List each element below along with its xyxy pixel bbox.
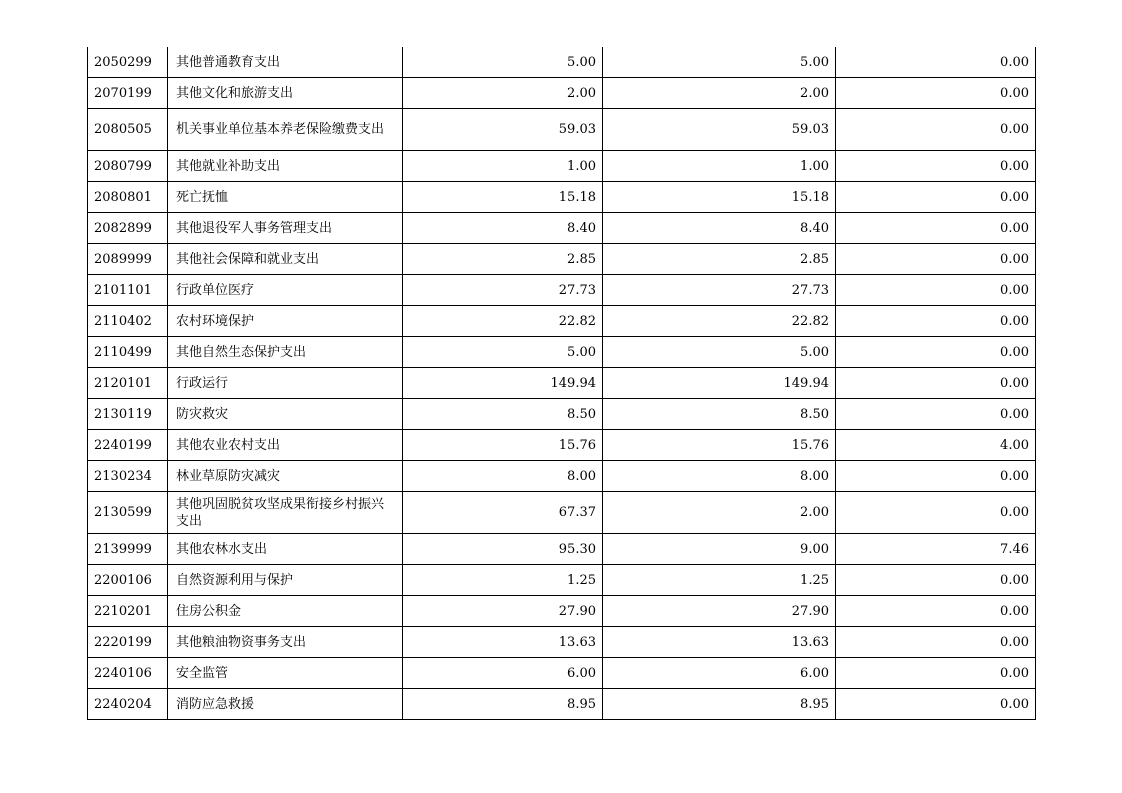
row-code: 2130234 [88, 461, 168, 492]
row-value-3: 0.00 [836, 275, 1036, 306]
row-value-3: 0.00 [836, 689, 1036, 720]
row-value-3: 0.00 [836, 78, 1036, 109]
row-value-2: 1.00 [603, 151, 836, 182]
row-value-2: 8.95 [603, 689, 836, 720]
row-value-3: 0.00 [836, 627, 1036, 658]
row-name: 死亡抚恤 [168, 182, 403, 213]
row-code: 2240106 [88, 658, 168, 689]
row-value-2: 8.00 [603, 461, 836, 492]
row-code: 2130599 [88, 492, 168, 534]
row-value-1: 8.00 [403, 461, 603, 492]
table-row [88, 213, 1036, 244]
row-value-3: 0.00 [836, 399, 1036, 430]
row-value-1: 1.00 [403, 151, 603, 182]
row-name: 其他农林水支出 [168, 534, 403, 565]
budget-table-body [88, 47, 1036, 720]
row-code: 2240199 [88, 430, 168, 461]
row-name: 农村环境保护 [168, 306, 403, 337]
row-value-1: 8.50 [403, 399, 603, 430]
row-value-3: 0.00 [836, 109, 1036, 151]
row-value-2: 1.25 [603, 565, 836, 596]
row-value-2: 59.03 [603, 109, 836, 151]
row-name: 其他普通教育支出 [168, 47, 403, 78]
row-code: 2101101 [88, 275, 168, 306]
row-value-3: 0.00 [836, 244, 1036, 275]
row-name: 机关事业单位基本养老保险缴费支出 [168, 109, 403, 151]
table-row [88, 658, 1036, 689]
row-value-1: 67.37 [403, 492, 603, 534]
row-name: 其他巩固脱贫攻坚成果衔接乡村振兴支出 [168, 492, 403, 534]
row-value-3: 4.00 [836, 430, 1036, 461]
row-name: 防灾救灾 [168, 399, 403, 430]
row-value-1: 5.00 [403, 47, 603, 78]
row-value-2: 8.40 [603, 213, 836, 244]
row-code: 2210201 [88, 596, 168, 627]
row-value-1: 59.03 [403, 109, 603, 151]
row-value-3: 0.00 [836, 151, 1036, 182]
row-value-1: 5.00 [403, 337, 603, 368]
row-name: 其他就业补助支出 [168, 151, 403, 182]
row-code: 2070199 [88, 78, 168, 109]
row-name: 其他自然生态保护支出 [168, 337, 403, 368]
table-row [88, 689, 1036, 720]
row-code: 2120101 [88, 368, 168, 399]
row-name: 行政单位医疗 [168, 275, 403, 306]
row-code: 2050299 [88, 47, 168, 78]
row-value-1: 8.95 [403, 689, 603, 720]
row-value-3: 0.00 [836, 596, 1036, 627]
row-value-2: 149.94 [603, 368, 836, 399]
row-value-2: 2.85 [603, 244, 836, 275]
table-row [88, 78, 1036, 109]
row-value-1: 27.73 [403, 275, 603, 306]
table-row [88, 534, 1036, 565]
row-code: 2130119 [88, 399, 168, 430]
row-name: 住房公积金 [168, 596, 403, 627]
row-value-2: 2.00 [603, 78, 836, 109]
table-row [88, 627, 1036, 658]
row-code: 2082899 [88, 213, 168, 244]
row-value-3: 0.00 [836, 306, 1036, 337]
row-name: 其他文化和旅游支出 [168, 78, 403, 109]
row-name: 其他农业农村支出 [168, 430, 403, 461]
row-value-3: 0.00 [836, 182, 1036, 213]
row-name: 行政运行 [168, 368, 403, 399]
row-code: 2139999 [88, 534, 168, 565]
row-value-2: 5.00 [603, 47, 836, 78]
table-row [88, 182, 1036, 213]
row-value-2: 8.50 [603, 399, 836, 430]
row-value-2: 15.18 [603, 182, 836, 213]
table-row [88, 596, 1036, 627]
row-code: 2080799 [88, 151, 168, 182]
row-value-2: 15.76 [603, 430, 836, 461]
row-code: 2089999 [88, 244, 168, 275]
table-row [88, 47, 1036, 78]
row-value-1: 1.25 [403, 565, 603, 596]
row-value-1: 2.85 [403, 244, 603, 275]
row-value-1: 22.82 [403, 306, 603, 337]
row-value-1: 8.40 [403, 213, 603, 244]
row-value-1: 15.18 [403, 182, 603, 213]
row-code: 2110499 [88, 337, 168, 368]
budget-table [87, 47, 1036, 720]
row-name: 自然资源利用与保护 [168, 565, 403, 596]
row-value-2: 9.00 [603, 534, 836, 565]
row-code: 2220199 [88, 627, 168, 658]
table-row [88, 151, 1036, 182]
row-value-3: 7.46 [836, 534, 1036, 565]
row-value-1: 95.30 [403, 534, 603, 565]
row-value-3: 0.00 [836, 565, 1036, 596]
row-value-1: 6.00 [403, 658, 603, 689]
row-name: 林业草原防灾减灾 [168, 461, 403, 492]
row-value-2: 5.00 [603, 337, 836, 368]
row-value-3: 0.00 [836, 492, 1036, 534]
row-code: 2200106 [88, 565, 168, 596]
row-value-1: 149.94 [403, 368, 603, 399]
row-value-2: 6.00 [603, 658, 836, 689]
row-value-2: 13.63 [603, 627, 836, 658]
table-row [88, 492, 1036, 534]
row-value-1: 13.63 [403, 627, 603, 658]
row-name: 其他退役军人事务管理支出 [168, 213, 403, 244]
row-value-3: 0.00 [836, 461, 1036, 492]
table-row [88, 109, 1036, 151]
row-name: 其他粮油物资事务支出 [168, 627, 403, 658]
table-row [88, 306, 1036, 337]
row-code: 2080801 [88, 182, 168, 213]
row-value-2: 22.82 [603, 306, 836, 337]
table-row [88, 565, 1036, 596]
row-value-3: 0.00 [836, 337, 1036, 368]
row-name: 其他社会保障和就业支出 [168, 244, 403, 275]
table-row [88, 275, 1036, 306]
row-code: 2080505 [88, 109, 168, 151]
row-value-2: 27.73 [603, 275, 836, 306]
row-value-1: 15.76 [403, 430, 603, 461]
table-row [88, 461, 1036, 492]
row-name: 安全监管 [168, 658, 403, 689]
row-name: 消防应急救援 [168, 689, 403, 720]
row-value-1: 2.00 [403, 78, 603, 109]
table-row [88, 244, 1036, 275]
row-value-3: 0.00 [836, 47, 1036, 78]
row-value-3: 0.00 [836, 213, 1036, 244]
table-row [88, 430, 1036, 461]
table-row [88, 399, 1036, 430]
row-value-1: 27.90 [403, 596, 603, 627]
table-row [88, 368, 1036, 399]
row-value-3: 0.00 [836, 368, 1036, 399]
row-value-2: 2.00 [603, 492, 836, 534]
row-value-3: 0.00 [836, 658, 1036, 689]
row-code: 2240204 [88, 689, 168, 720]
row-value-2: 27.90 [603, 596, 836, 627]
table-row [88, 337, 1036, 368]
row-code: 2110402 [88, 306, 168, 337]
